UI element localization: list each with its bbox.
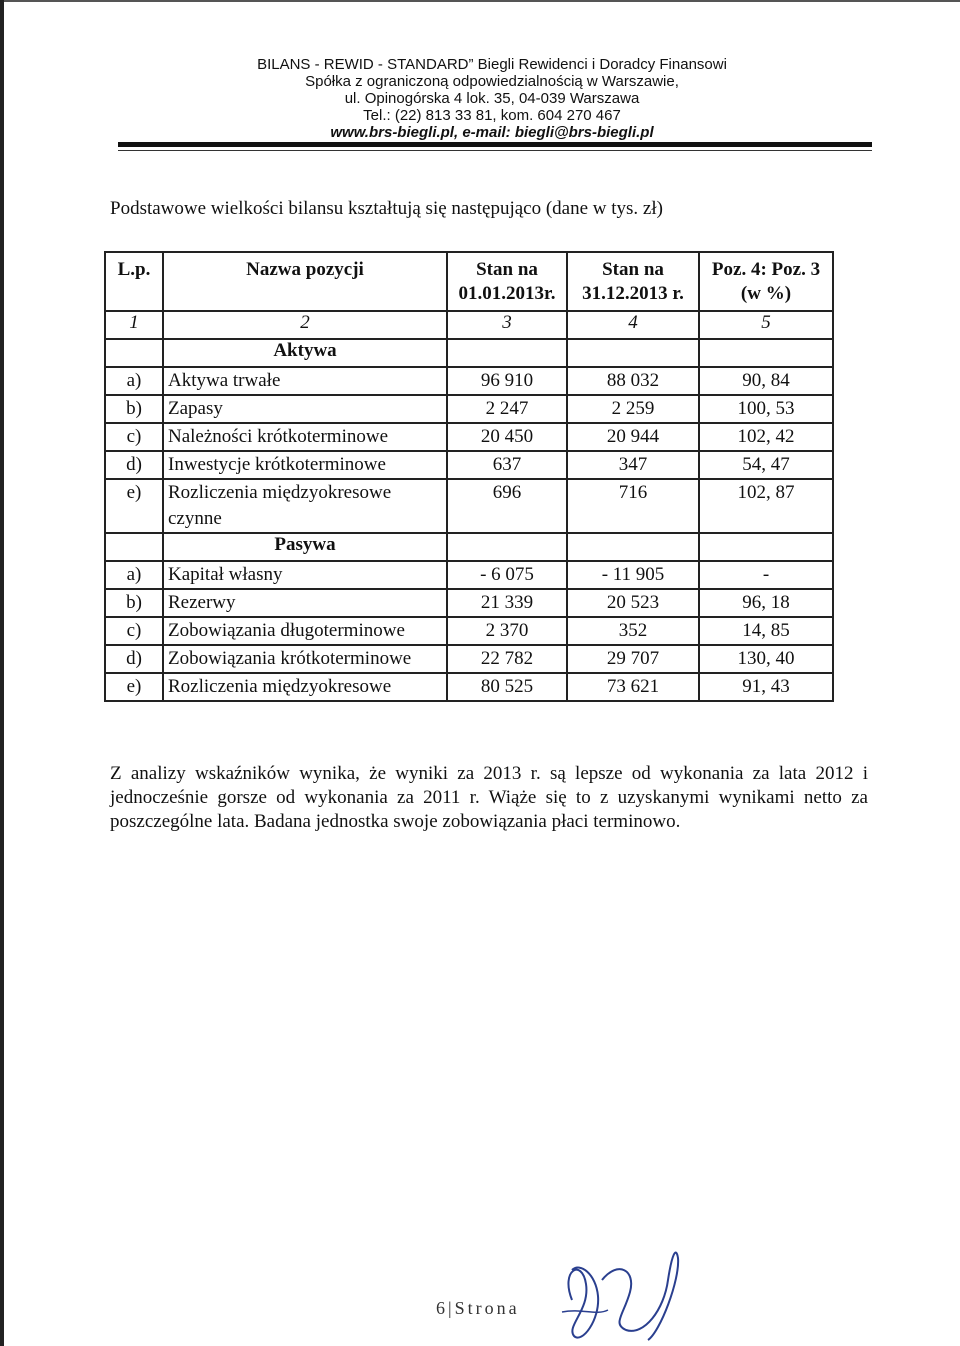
row-lp: c) — [105, 423, 163, 451]
row-value-end: 352 — [567, 617, 699, 645]
row-value-start: 2 247 — [447, 395, 567, 423]
page-number: 6 — [436, 1298, 448, 1318]
row-value-end: 2 259 — [567, 395, 699, 423]
row-value-end: 347 — [567, 451, 699, 479]
table-row — [105, 367, 833, 395]
page-label: Strona — [454, 1298, 520, 1318]
row-value-end: 29 707 — [567, 645, 699, 673]
table-header-row — [105, 252, 833, 311]
row-lp: e) — [105, 673, 163, 701]
row-name: Kapitał własny — [163, 561, 447, 589]
table-row — [105, 423, 833, 451]
header-ratio: Poz. 4: Poz. 3 (w %) — [699, 252, 833, 311]
row-name: Zobowiązania długoterminowe — [163, 617, 447, 645]
letterhead-address: ul. Opinogórska 4 lok. 35, 04-039 Warszawa — [344, 90, 640, 107]
row-value-start: 96 910 — [447, 367, 567, 395]
header-name: Nazwa pozycji — [163, 252, 447, 311]
column-number-row — [105, 311, 833, 339]
signature-image — [552, 1240, 702, 1346]
table-row — [105, 589, 833, 617]
row-name: Zapasy — [163, 395, 447, 423]
row-lp: d) — [105, 645, 163, 673]
column-number: 3 — [447, 311, 567, 339]
row-lp: a) — [105, 367, 163, 395]
letterhead-web-email: www.brs-biegli.pl, e-mail: biegli@brs-biegli.pl — [330, 124, 654, 141]
header-rule — [118, 142, 872, 147]
row-percent: 96, 18 — [699, 589, 833, 617]
table-row — [105, 395, 833, 423]
header-lp: L.p. — [105, 252, 163, 311]
intro-text: Podstawowe wielkości bilansu kształtują się następująco (dane w tys. zł) — [110, 198, 663, 219]
header-end: Stan na 31.12.2013 r. — [567, 252, 699, 311]
row-name: Zobowiązania krótkoterminowe — [163, 645, 447, 673]
row-value-start: - 6 075 — [447, 561, 567, 589]
letterhead — [232, 56, 752, 141]
row-name: Rozliczenia międzyokresowe czynne — [163, 479, 447, 533]
row-value-end: 20 944 — [567, 423, 699, 451]
row-value-end: 88 032 — [567, 367, 699, 395]
section-title-assets: Aktywa — [163, 339, 447, 367]
column-number: 1 — [105, 311, 163, 339]
row-lp: e) — [105, 479, 163, 533]
section-row-liabilities — [105, 533, 833, 561]
letterhead-company: BILANS - REWID - STANDARD” Biegli Rewidenci i Doradcy Finansowi — [257, 56, 727, 73]
column-number: 2 — [163, 311, 447, 339]
row-value-start: 637 — [447, 451, 567, 479]
row-value-end: 73 621 — [567, 673, 699, 701]
table-row — [105, 617, 833, 645]
row-name: Rozliczenia międzyokresowe — [163, 673, 447, 701]
scan-top-edge — [0, 0, 960, 2]
section-row-assets — [105, 339, 833, 367]
row-value-end: 716 — [567, 479, 699, 533]
row-lp: b) — [105, 589, 163, 617]
row-lp: c) — [105, 617, 163, 645]
column-number: 4 — [567, 311, 699, 339]
table-row — [105, 479, 833, 533]
header-start: Stan na 01.01.2013r. — [447, 252, 567, 311]
row-value-end: 20 523 — [567, 589, 699, 617]
row-lp: a) — [105, 561, 163, 589]
balance-table — [104, 251, 834, 702]
table-row — [105, 645, 833, 673]
row-percent: 100, 53 — [699, 395, 833, 423]
row-percent: - — [699, 561, 833, 589]
section-title-liabilities: Pasywa — [163, 533, 447, 561]
row-lp: b) — [105, 395, 163, 423]
row-value-start: 2 370 — [447, 617, 567, 645]
table-row — [105, 673, 833, 701]
row-percent: 102, 42 — [699, 423, 833, 451]
row-name: Rezerwy — [163, 589, 447, 617]
row-name: Należności krótkoterminowe — [163, 423, 447, 451]
table-row — [105, 561, 833, 589]
row-lp: d) — [105, 451, 163, 479]
row-value-start: 21 339 — [447, 589, 567, 617]
row-value-start: 696 — [447, 479, 567, 533]
letterhead-legal-form: Spółka z ograniczoną odpowiedzialnością w Warszawie, — [305, 73, 679, 90]
row-percent: 90, 84 — [699, 367, 833, 395]
scan-left-edge — [0, 0, 4, 1346]
row-percent: 54, 47 — [699, 451, 833, 479]
row-value-start: 80 525 — [447, 673, 567, 701]
page-footer — [436, 1298, 520, 1319]
row-value-end: - 11 905 — [567, 561, 699, 589]
row-name: Aktywa trwałe — [163, 367, 447, 395]
row-value-start: 20 450 — [447, 423, 567, 451]
row-value-start: 22 782 — [447, 645, 567, 673]
row-percent: 130, 40 — [699, 645, 833, 673]
row-name: Inwestycje krótkoterminowe — [163, 451, 447, 479]
header-rule-thin — [118, 150, 872, 151]
row-percent: 102, 87 — [699, 479, 833, 533]
table-row — [105, 451, 833, 479]
summary-paragraph: Z analizy wskaźników wynika, że wyniki za 2013 r. są lepsze od wykonania za lata 2012 i jednocześnie gorsze od wykonania za 2011 r. Wiąże się to z uzyskanymi wynikami netto za poszczególne lata. Badana jednostka swoje zobowiązania płaci terminowo. — [110, 763, 868, 832]
page-separator: | — [448, 1298, 455, 1318]
row-percent: 14, 85 — [699, 617, 833, 645]
row-percent: 91, 43 — [699, 673, 833, 701]
column-number: 5 — [699, 311, 833, 339]
letterhead-phone: Tel.: (22) 813 33 81, kom. 604 270 467 — [363, 107, 621, 124]
